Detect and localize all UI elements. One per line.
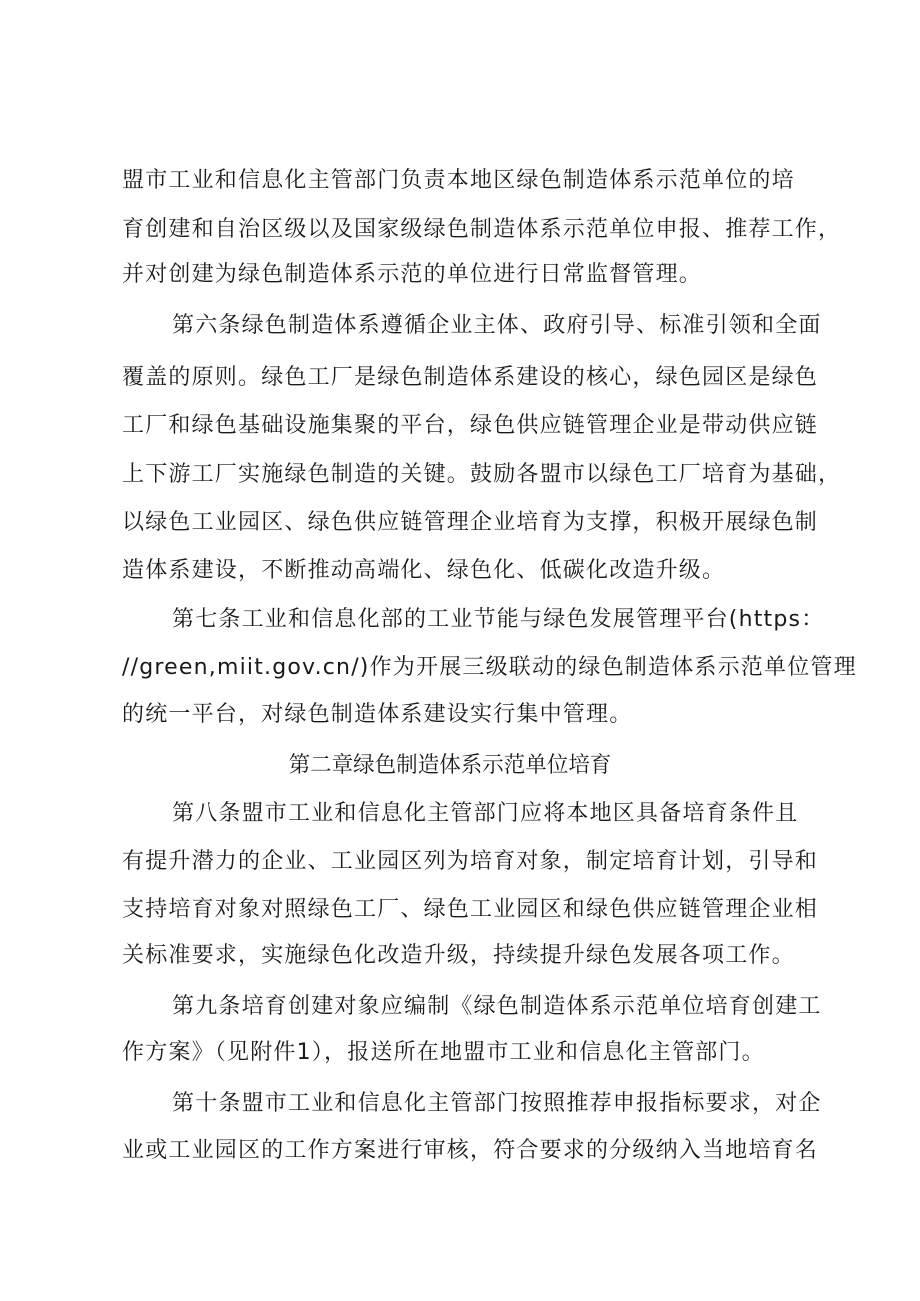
text-line: 造体系建设，不断推动高端化、绿色化、低碳化改造升级。: [122, 558, 726, 583]
text-line: 第六条绿色制造体系遵循企业主体、政府引导、标准引领和全面: [172, 313, 822, 338]
text-line: 支持培育对象对照绿色工厂、绿色工业园区和绿色供应链管理企业相: [122, 897, 819, 922]
text-line: 第九条培育创建对象应编制《绿色制造体系示范单位培育创建工: [172, 994, 822, 1019]
text-line: 以绿色工业园区、绿色供应链管理企业培育为支撑，积极开展绿色制: [122, 510, 819, 535]
text-line: 关标准要求，实施绿色化改造升级，持续提升绿色发展各项工作。: [122, 943, 795, 968]
text-line: 第七条工业和信息化部的工业节能与绿色发展管理平台(https：: [172, 607, 825, 632]
text-line: 第八条盟市工业和信息化主管部门应将本地区具备培育条件且: [172, 801, 799, 826]
text-line: 作方案》（见附件1），报送所在地盟市工业和信息化主管部门。: [122, 1040, 765, 1065]
text-line: 并对创建为绿色制造体系示范的单位进行日常监督管理。: [122, 262, 703, 287]
chapter-heading: 第二章绿色制造体系示范单位培育: [288, 753, 612, 778]
text-line: 盟市工业和信息化主管部门负责本地区绿色制造体系示范单位的培: [122, 168, 795, 193]
text-line: 工厂和绿色基础设施集聚的平台，绿色供应链管理企业是带动供应链: [122, 413, 819, 438]
text-line: 第十条盟市工业和信息化主管部门按照推荐申报指标要求，对企: [172, 1091, 822, 1116]
text-line: //green,miit.gov.cn/)作为开展三级联动的绿色制造体系示范单位管理: [122, 655, 857, 680]
text-line: 育创建和自治区级以及国家级绿色制造体系示范单位申报、推荐工作，: [122, 217, 842, 242]
text-line: 上下游工厂实施绿色制造的关键。鼓励各盟市以绿色工厂培育为基础，: [122, 462, 842, 487]
text-line: 覆盖的原则。绿色工厂是绿色制造体系建设的核心，绿色园区是绿色: [122, 365, 819, 390]
text-line: 有提升潜力的企业、工业园区列为培育对象，制定培育计划，引导和: [122, 849, 819, 874]
text-line: 业或工业园区的工作方案进行审核，符合要求的分级纳入当地培育名: [122, 1138, 819, 1163]
text-line: 的统一平台，对绿色制造体系建设实行集中管理。: [122, 702, 633, 727]
